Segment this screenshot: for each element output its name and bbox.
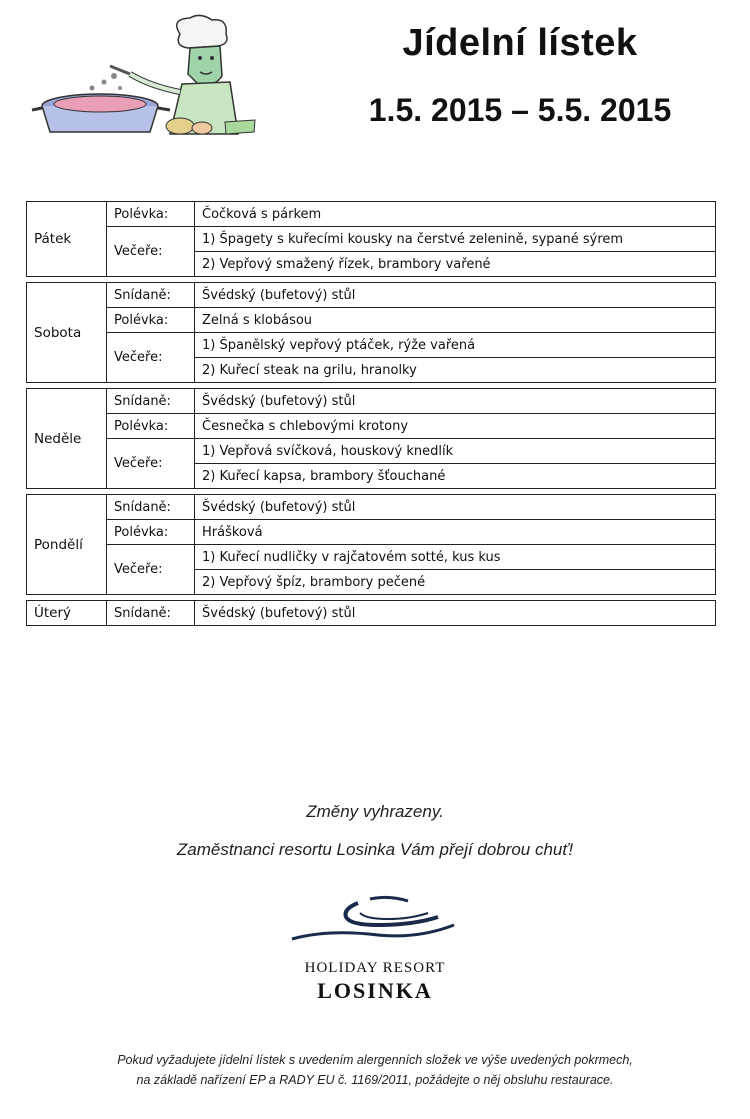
brand-line-2: LOSINKA [317,978,433,1003]
course-type-cell: Polévka: [107,202,195,227]
menu-row [27,601,716,626]
dish-cell: 2) Vepřový špíz, brambory pečené [195,570,716,595]
day-cell: Pondělí [27,495,107,595]
course-type-cell: Večeře: [107,333,195,383]
dish-cell: Čočková s párkem [195,202,716,227]
day-cell: Neděle [27,389,107,489]
dish-cell: 1) Španělský vepřový ptáček, rýže vařená [195,333,716,358]
course-type-cell: Snídaně: [107,389,195,414]
menu-row [27,520,716,545]
date-range: 1.5. 2015 – 5.5. 2015 [368,92,672,128]
menu-row [27,283,716,308]
dish-cell: 2) Kuřecí kapsa, brambory šťouchané [195,464,716,489]
dish-cell: Švédský (bufetový) stůl [195,283,716,308]
menu-row [27,495,716,520]
dish-cell: 1) Špagety s kuřecími kousky na čerstvé zelenině, sypané sýrem [195,227,716,252]
day-cell: Úterý [27,601,107,626]
menu-row [27,389,716,414]
dish-cell: 1) Kuřecí nudličky v rajčatovém sotté, kus kus [195,545,716,570]
menu-row [27,333,716,358]
brand-line-1: HOLIDAY RESORT [304,960,446,976]
course-type-cell: Večeře: [107,227,195,277]
dish-cell: Švédský (bufetový) stůl [195,495,716,520]
menu-row [27,414,716,439]
course-type-cell: Polévka: [107,520,195,545]
dish-cell: Česnečka s chlebovými krotony [195,414,716,439]
dish-cell: Švédský (bufetový) stůl [195,389,716,414]
course-type-cell: Polévka: [107,308,195,333]
course-type-cell: Večeře: [107,439,195,489]
course-type-cell: Snídaně: [107,283,195,308]
menu-row [27,227,716,252]
bon-appetit-note: Zaměstnanci resortu Losinka Vám přejí dobrou chuť! [176,840,574,859]
changes-note: Změny vyhrazeny. [306,802,444,821]
dish-cell: 2) Vepřový smažený řízek, brambory vařené [195,252,716,277]
dish-cell: Švédský (bufetový) stůl [195,601,716,626]
course-type-cell: Snídaně: [107,495,195,520]
allergen-note-line-1: Pokud vyžadujete jídelní lístek s uvedením alergenních složek ve výše uvedených pokrmech, [117,1053,633,1067]
menu-table-wrap [26,201,716,626]
menu-table [26,201,716,626]
day-cell: Sobota [27,283,107,383]
course-type-cell: Snídaně: [107,601,195,626]
menu-row [27,439,716,464]
dish-cell: Zelná s klobásou [195,308,716,333]
dish-cell: 1) Vepřová svíčková, houskový knedlík [195,439,716,464]
dish-cell: Hrášková [195,520,716,545]
dish-cell: 2) Kuřecí steak na grilu, hranolky [195,358,716,383]
allergen-note-line-2: na základě nařízení EP a RADY EU č. 1169/2011, požádejte o něj obsluhu restaurace. [136,1073,614,1087]
page-title: Jídelní lístek [402,22,638,64]
chef-cooking-illustration [30,14,260,139]
menu-row [27,308,716,333]
resort-logo-icon [288,895,458,947]
menu-row [27,202,716,227]
menu-row [27,545,716,570]
day-cell: Pátek [27,202,107,277]
course-type-cell: Večeře: [107,545,195,595]
course-type-cell: Polévka: [107,414,195,439]
